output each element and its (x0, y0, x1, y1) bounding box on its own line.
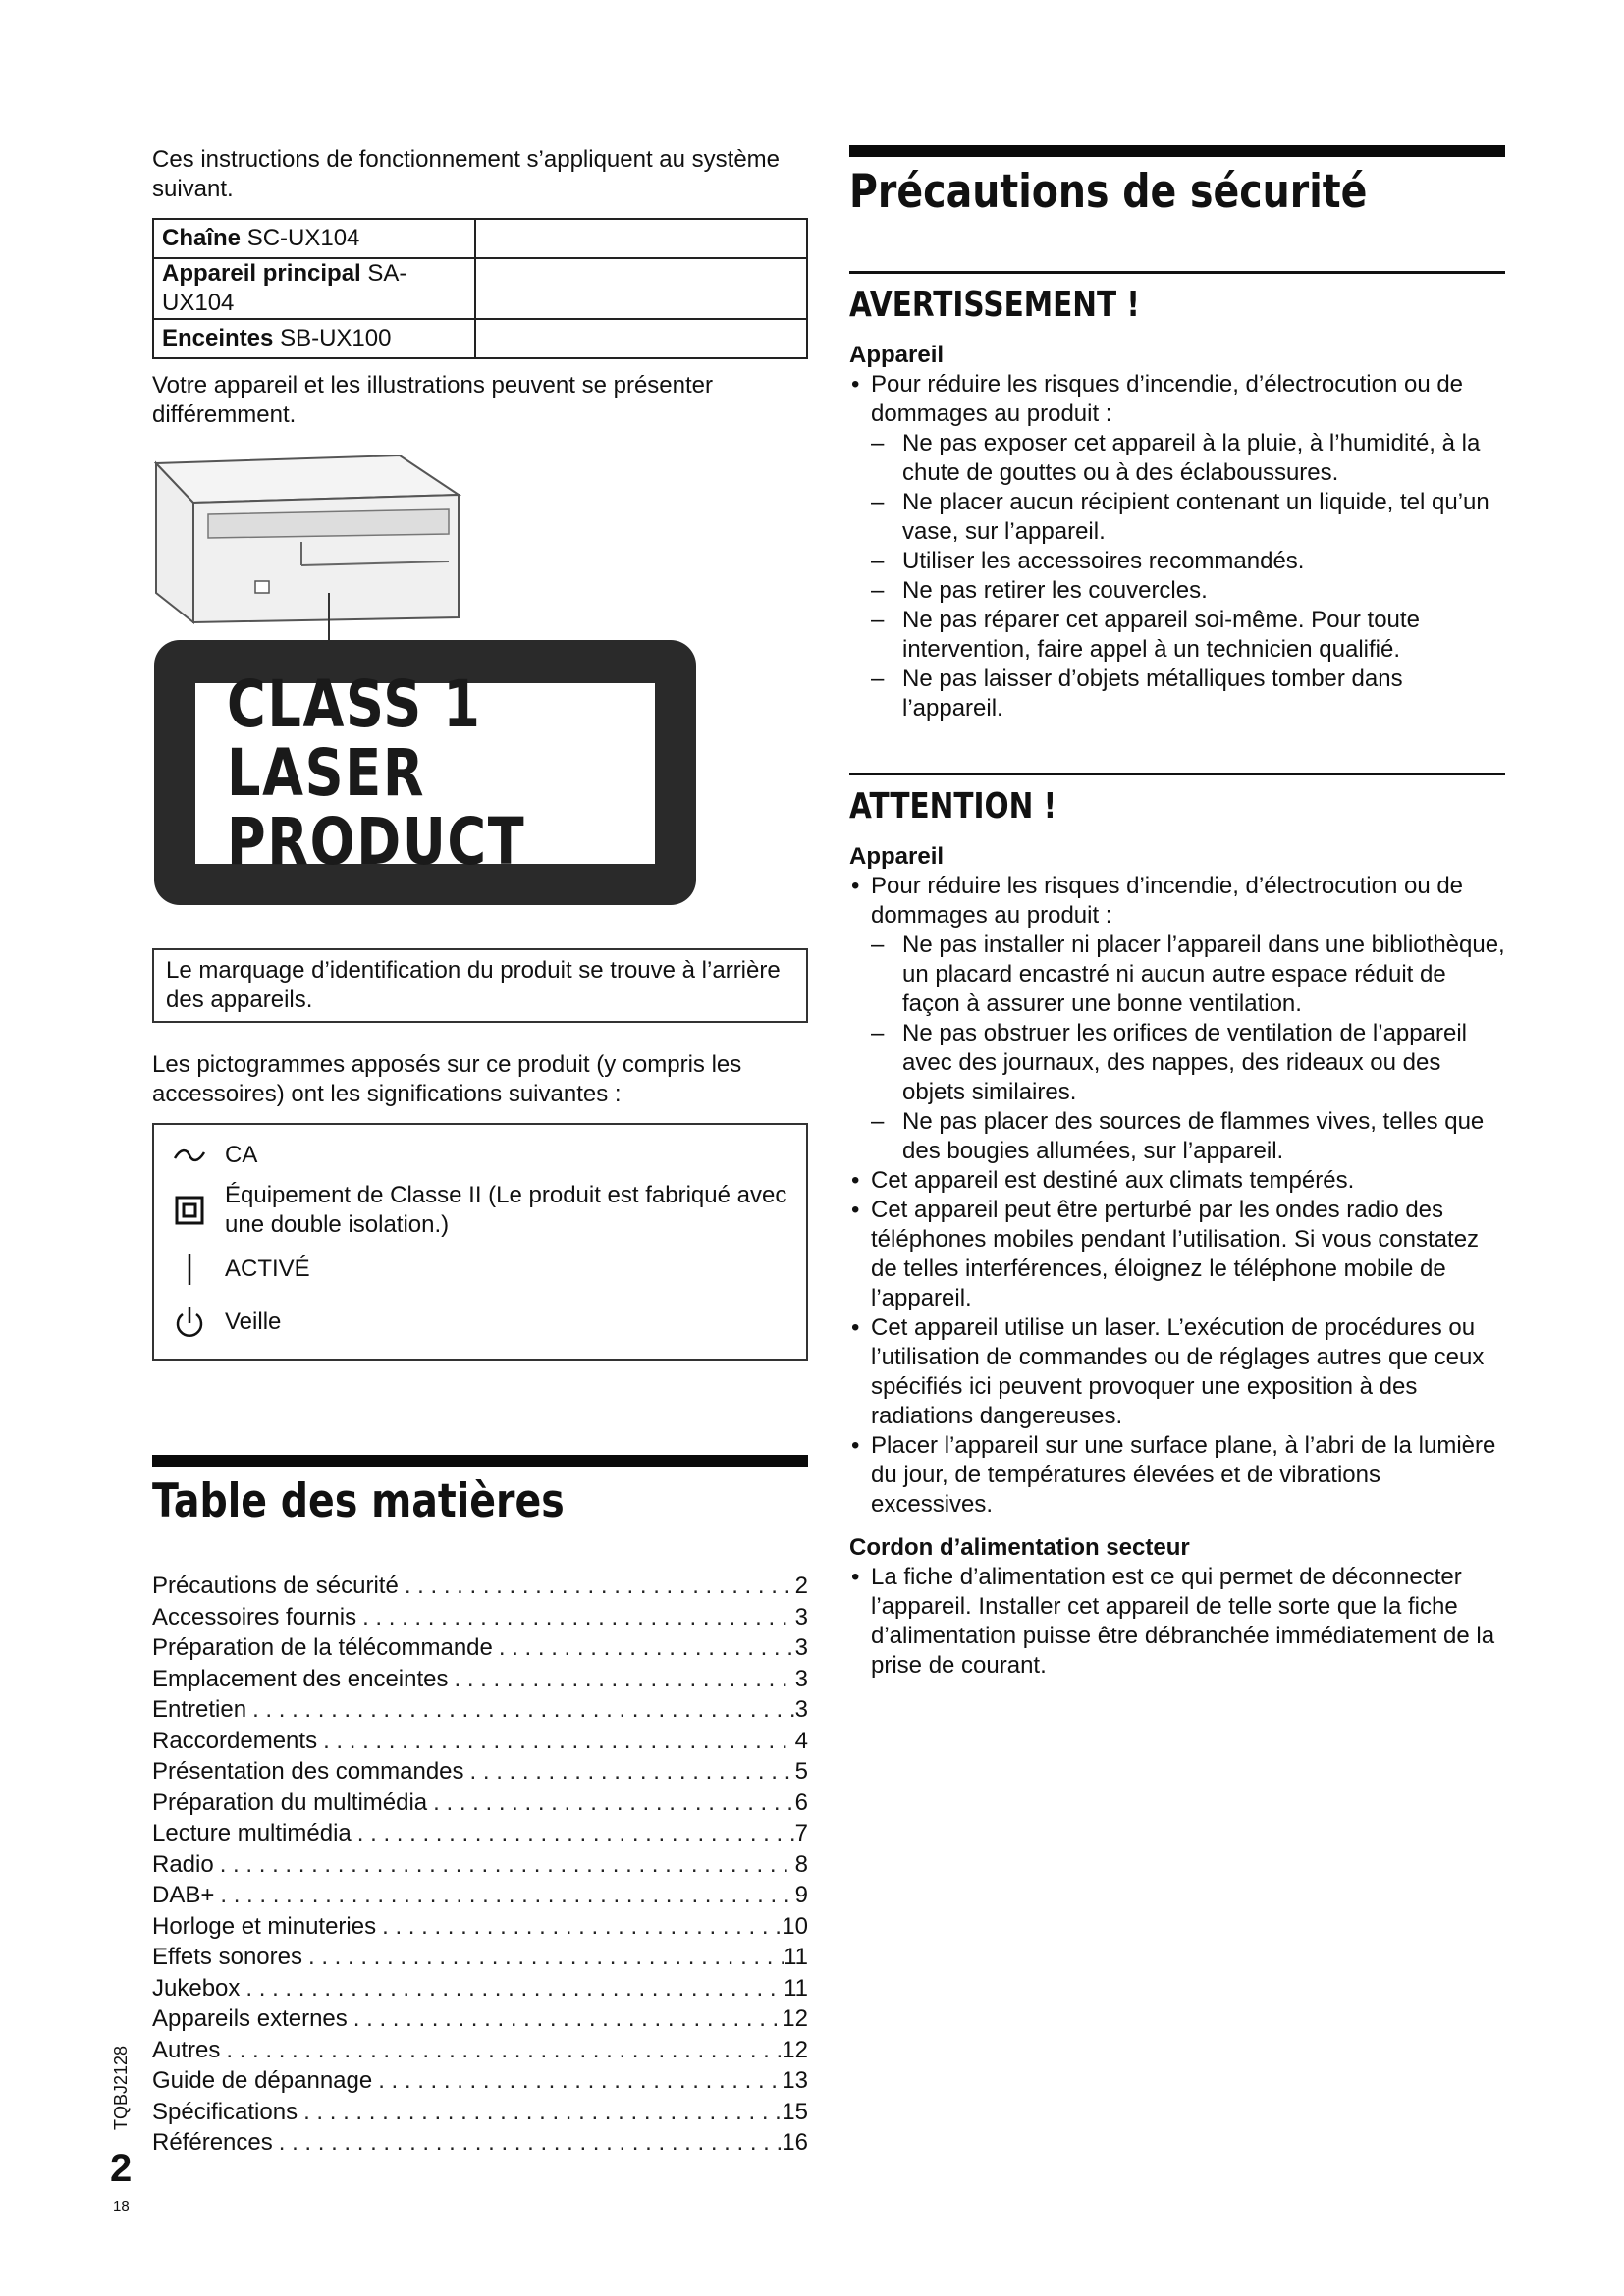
model-value: SA-UX104 (162, 260, 407, 316)
toc-entry (152, 2035, 808, 2066)
toc-entry-page: 3 (794, 1634, 808, 1661)
toc-entry-title: Horloge et minuteries (152, 1912, 377, 1940)
toc-entry-page: 4 (794, 1727, 808, 1754)
pictogram-text: Équipement de Classe II (Le produit est fabriqué avec une double isolation.) (225, 1182, 787, 1238)
toc-entry-page: 8 (794, 1850, 808, 1878)
toc-entry (152, 2065, 808, 2097)
toc-entry-page: 10 (782, 1912, 808, 1940)
pictogram-text: CA (225, 1142, 258, 1168)
toc-entry-page: 11 (784, 1944, 808, 1970)
device-drawing (154, 455, 704, 652)
toc-entry (152, 2003, 808, 2035)
class-ii-double-square-icon (154, 1196, 225, 1225)
pictogram-text: ACTIVÉ (225, 1255, 310, 1282)
laser-line-2: LASER PRODUCT (227, 735, 526, 880)
toc-leader (214, 1849, 794, 1881)
list-item: – Ne pas obstruer les orifices de ventilation de l’appareil avec des journaux, des nappes, des rideaux ou des objets similaires. (871, 1019, 1505, 1107)
warning-bullet: Pour réduire les risques d’incendie, d’électrocution ou de dommages au produit : (871, 371, 1464, 427)
list-item: – Ne pas exposer cet appareil à la pluie, à l’humidité, à la chute de gouttes ou à des éclaboussures. (871, 429, 1505, 488)
device-illustration (154, 455, 704, 907)
pictogram-row (154, 1133, 806, 1178)
safety-title: Précautions de sécurité (849, 165, 1368, 219)
toc-entry (152, 1942, 808, 1973)
mains-label: Cordon d’alimentation secteur (849, 1534, 1190, 1561)
list-item (849, 370, 1505, 723)
toc-entry-title: Raccordements (152, 1727, 318, 1754)
toc-entry-page: 3 (794, 1603, 808, 1630)
toc-entry-title: Accessoires fournis (152, 1603, 357, 1630)
list-item: • La fiche d’alimentation est ce qui permet de déconnecter l’appareil. Installer cet appareil de telle sorte que la fiche d’alimentation puisse être débranchée immédiatement de la prise de courant. (849, 1563, 1505, 1681)
toc-leader (348, 2003, 783, 2035)
laser-class-label (154, 640, 696, 905)
toc-entry-page: 3 (794, 1665, 808, 1692)
table-row (153, 319, 807, 358)
toc-entry (152, 1726, 808, 1757)
table-row (153, 258, 807, 319)
toc-entry (152, 1788, 808, 1819)
toc-entry-page: 16 (782, 2129, 808, 2156)
on-line-icon (154, 1254, 225, 1285)
ac-tilde-icon (154, 1148, 225, 1162)
empty-cell (475, 258, 807, 319)
toc-entry-page: 12 (782, 2036, 808, 2063)
list-item: • Cet appareil utilise un laser. L’exécution de procédures ou l’utilisation de commandes ou de réglages autres que ceux spécifiés ici peuvent provoquer une exposition à des radiations dangereuses. (849, 1313, 1505, 1431)
toc-entry (152, 1664, 808, 1695)
warning-title: AVERTISSEMENT ! (849, 285, 1140, 325)
toc-leader (399, 1571, 794, 1602)
toc-leader (273, 2127, 783, 2159)
toc-entry (152, 1756, 808, 1788)
toc-entry (152, 1602, 808, 1633)
toc-entry-page: 6 (794, 1789, 808, 1816)
toc-leader (449, 1664, 795, 1695)
toc-title: Table des matières (152, 1474, 565, 1528)
toc-entry-title: Précautions de sécurité (152, 1573, 399, 1599)
model-label: Chaîne (162, 225, 242, 251)
model-cell (153, 219, 475, 258)
toc-leader (220, 2035, 782, 2066)
intro-text: Ces instructions de fonctionnement s’appliquent au système suivant. (152, 146, 781, 202)
model-cell (153, 319, 475, 358)
caution-list (849, 872, 1505, 1520)
page-number: 2 (110, 2147, 133, 2190)
toc-entry-page: 3 (794, 1696, 808, 1723)
list-item: • Cet appareil peut être perturbé par les ondes radio des téléphones mobiles pendant l’utilisation. Si vous constatez de telles interférences, éloignez le téléphone mobile de l’appareil. (849, 1196, 1505, 1313)
toc-entry-title: Effets sonores (152, 1944, 302, 1970)
toc-entry-title: Présentation des commandes (152, 1758, 464, 1785)
toc-leader (427, 1788, 794, 1819)
toc-entry-title: Jukebox (152, 1974, 241, 2002)
right-column (849, 145, 1505, 1681)
toc-entry (152, 2127, 808, 2159)
list-item (849, 872, 1505, 1166)
toc-entry (152, 1911, 808, 1943)
empty-cell (475, 219, 807, 258)
caution-bullet: Pour réduire les risques d’incendie, d’électrocution ou de dommages au produit : (871, 873, 1464, 929)
toc-entry-title: Guide de dépannage (152, 2067, 373, 2094)
list-item: • Cet appareil est destiné aux climats tempérés. (849, 1166, 1505, 1196)
toc-entry (152, 2097, 808, 2128)
warning-rule (849, 271, 1505, 274)
toc-entry-title: Spécifications (152, 2098, 298, 2125)
warning-label: Appareil (849, 342, 945, 368)
mains-list (849, 1563, 1505, 1681)
marking-note-box (152, 948, 808, 1023)
toc-entry-page: 7 (794, 1820, 808, 1846)
pictogram-row (154, 1296, 806, 1349)
toc-entry (152, 1632, 808, 1664)
list-item: – Ne placer aucun récipient contenant un liquide, tel qu’un vase, sur l’appareil. (871, 488, 1505, 547)
toc-leader (240, 1973, 784, 2004)
toc-entry-page: 15 (782, 2098, 808, 2125)
toc-leader (464, 1756, 794, 1788)
toc-entry-page: 9 (794, 1882, 808, 1908)
toc-entry-title: Entretien (152, 1696, 247, 1723)
model-label: Appareil principal (162, 260, 361, 287)
toc-entry-title: Lecture multimédia (152, 1820, 352, 1846)
toc-leader (302, 1942, 784, 1973)
standby-power-icon (154, 1306, 225, 1339)
document-code: TQBJ2128 (111, 2045, 131, 2130)
pictogram-row (154, 1178, 806, 1243)
toc-leader (298, 2097, 782, 2128)
toc-entry (152, 1694, 808, 1726)
toc-entry (152, 1818, 808, 1849)
toc-entry (152, 1571, 808, 1602)
laser-line-1: CLASS 1 (227, 667, 482, 742)
list-item: – Ne pas retirer les couvercles. (871, 576, 1505, 606)
toc-leader (493, 1632, 794, 1664)
laser-label-inner (195, 667, 655, 880)
toc-leader (246, 1694, 794, 1726)
list-item: – Ne pas installer ni placer l’appareil dans une bibliothèque, un placard encastré ni aucun autre espace réduit de façon à assurer une bonne ventilation. (871, 931, 1505, 1019)
toc-entry-title: Radio (152, 1850, 214, 1878)
toc-entry (152, 1880, 808, 1911)
toc-leader (317, 1726, 794, 1757)
toc-entry-page: 11 (784, 1974, 808, 2002)
toc-entry-title: Autres (152, 2036, 221, 2063)
toc-leader (352, 1818, 794, 1849)
caution-rule (849, 773, 1505, 775)
pictogram-text: Veille (225, 1308, 282, 1335)
model-cell (153, 258, 475, 319)
warning-dash-list (871, 429, 1505, 723)
toc-leader (214, 1880, 794, 1911)
caution-dash-list (871, 931, 1505, 1166)
toc-entry-page: 2 (794, 1573, 808, 1599)
model-value: SB-UX100 (280, 325, 392, 351)
toc-leader (376, 1911, 782, 1943)
toc-entry-title: Références (152, 2129, 273, 2156)
page-subnumber: 18 (113, 2198, 130, 2215)
toc-list (152, 1571, 808, 2159)
empty-cell (475, 319, 807, 358)
list-item: – Ne pas placer des sources de flammes vives, telles que des bougies allumées, sur l’appareil. (871, 1107, 1505, 1166)
list-item: – Ne pas laisser d’objets métalliques tomber dans l’appareil. (871, 665, 1505, 723)
toc-entry-title: Préparation de la télécommande (152, 1634, 493, 1661)
left-column (152, 145, 808, 2159)
toc-entry-page: 12 (782, 2005, 808, 2032)
model-label: Enceintes (162, 325, 274, 351)
toc-entry (152, 1973, 808, 2004)
toc-entry-title: Préparation du multimédia (152, 1789, 428, 1816)
caution-title: ATTENTION ! (849, 786, 1057, 827)
list-item: – Ne pas réparer cet appareil soi-même. Pour toute intervention, faire appel à un technicien qualifié. (871, 606, 1505, 665)
warning-list (849, 370, 1505, 723)
pictogram-intro: Les pictogrammes apposés sur ce produit (y compris les accessoires) ont les significations suivantes : (152, 1051, 742, 1107)
list-item: – Utiliser les accessoires recommandés. (871, 547, 1505, 576)
list-item: • Placer l’appareil sur une surface plane, à l’abri de la lumière du jour, de températures élevées et de vibrations excessives. (849, 1431, 1505, 1520)
models-table (152, 218, 808, 359)
pictogram-table (152, 1123, 808, 1361)
caution-label: Appareil (849, 843, 945, 870)
marking-note: Le marquage d’identification du produit se trouve à l’arrière des appareils. (166, 957, 781, 1013)
illustration-note: Votre appareil et les illustrations peuvent se présenter différemment. (152, 372, 713, 428)
toc-entry-title: Appareils externes (152, 2005, 348, 2032)
toc-entry (152, 1849, 808, 1881)
toc-entry-title: Emplacement des enceintes (152, 1665, 449, 1692)
toc-entry-page: 5 (794, 1758, 808, 1785)
safety-rule (849, 145, 1505, 157)
toc-entry-page: 13 (782, 2067, 808, 2094)
toc-leader (356, 1602, 794, 1633)
toc-leader (372, 2065, 782, 2097)
table-row (153, 219, 807, 258)
toc-entry-title: DAB+ (152, 1882, 215, 1908)
model-value: SC-UX104 (246, 225, 360, 251)
toc-rule (152, 1455, 808, 1467)
pictogram-row (154, 1243, 806, 1296)
